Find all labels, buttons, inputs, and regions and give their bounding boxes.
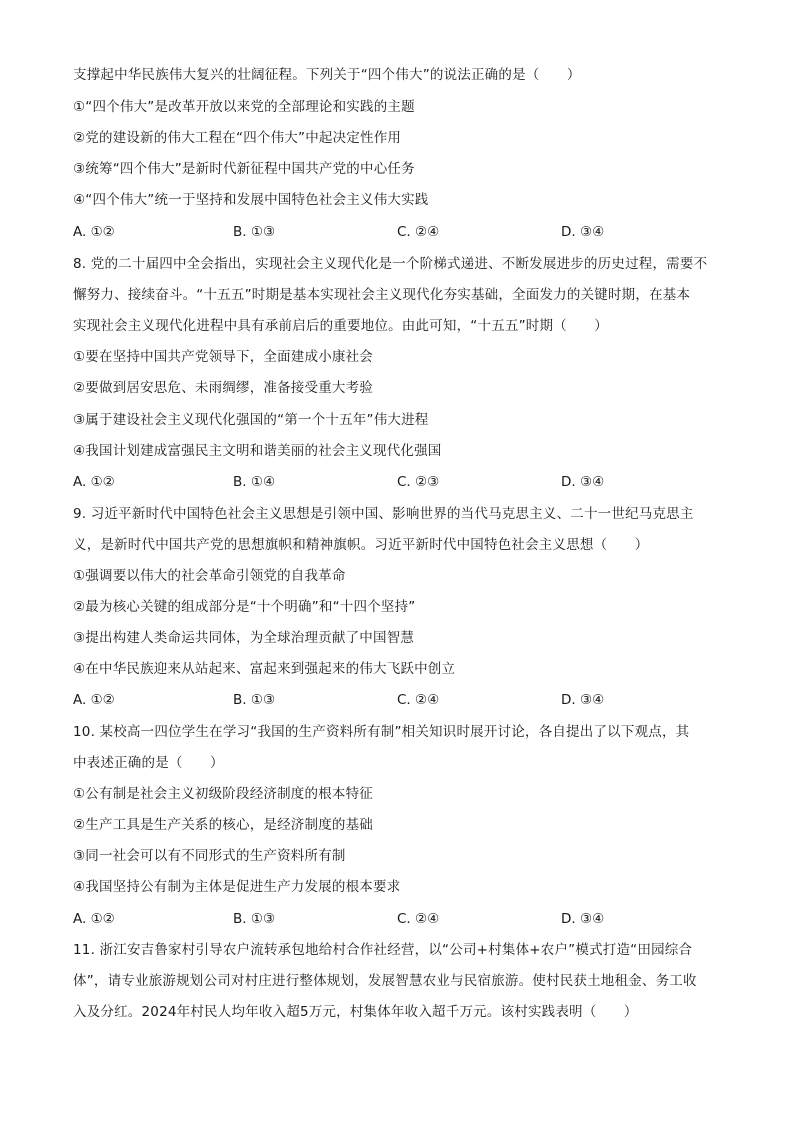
question-8-statement-3: ③属于建设社会主义现代化强国的“第一个十五年”伟大进程 bbox=[73, 412, 429, 428]
question-7-statement-1: ①“四个伟大”是改革开放以来党的全部理论和实践的主题 bbox=[73, 99, 415, 115]
option-c: C. ②③ bbox=[397, 474, 440, 490]
question-9-statement-2: ②最为核心关键的组成部分是“十个明确”和“十四个坚持” bbox=[73, 599, 416, 615]
option-a: A. ①② bbox=[73, 692, 115, 708]
question-7-stem: 支撑起中华民族伟大复兴的壮阔征程。下列关于“四个伟大”的说法正确的是（ ） bbox=[73, 67, 581, 83]
question-10-statement-4: ④我国坚持公有制为主体是促进生产力发展的根本要求 bbox=[73, 879, 401, 895]
option-c: C. ②④ bbox=[397, 224, 440, 240]
question-7-statement-4: ④“四个伟大”统一于坚持和发展中国特色社会主义伟大实践 bbox=[73, 192, 429, 208]
question-11-stem-line-1: 11. 浙江安吉鲁家村引导农户流转承包地给村合作社经营，以“公司+村集体+农户”模式打造“田园综合 bbox=[73, 942, 693, 958]
question-11-stem-line-2: 体”，请专业旅游规划公司对村庄进行整体规划，发展智慧农业与民宿旅游。使村民获土地租金、务工收 bbox=[73, 973, 697, 989]
question-11-stem-line-3: 入及分红。2024年村民人均年收入超5万元，村集体年收入超千万元。该村实践表明（ ） bbox=[73, 1004, 638, 1020]
option-a: A. ①② bbox=[73, 911, 115, 927]
question-10-stem-line-1: 10. 某校高一四位学生在学习“我国的生产资料所有制”相关知识时展开讨论，各自提出了以下观点，其 bbox=[73, 724, 690, 740]
question-8-statement-1: ①要在坚持中国共产党领导下，全面建成小康社会 bbox=[73, 349, 374, 365]
question-8-stem-line-1: 8. 党的二十届四中全会指出，实现社会主义现代化是一个阶梯式递进、不断发展进步的历史过程，需要不 bbox=[73, 256, 708, 272]
question-7-statement-2: ②党的建设新的伟大工程在“四个伟大”中起决定性作用 bbox=[73, 130, 402, 146]
question-7-options bbox=[73, 223, 733, 241]
question-9-stem-line-1: 9. 习近平新时代中国特色社会主义思想是引领中国、影响世界的当代马克思主义、二十一世纪马克思主 bbox=[73, 506, 694, 522]
option-d: D. ③④ bbox=[561, 224, 605, 240]
question-7-statement-3: ③统筹“四个伟大”是新时代新征程中国共产党的中心任务 bbox=[73, 161, 415, 177]
option-b: B. ①③ bbox=[233, 692, 276, 708]
option-a: A. ①② bbox=[73, 224, 115, 240]
question-9-statement-1: ①强调要以伟大的社会革命引领党的自我革命 bbox=[73, 568, 346, 584]
question-10-stem-line-2: 中表述正确的是（ ） bbox=[73, 755, 224, 771]
question-8-stem-line-3: 实现社会主义现代化进程中具有承前启后的重要地位。由此可知，“十五五”时期（ ） bbox=[73, 318, 608, 334]
question-9-statement-3: ③提出构建人类命运共同体，为全球治理贡献了中国智慧 bbox=[73, 630, 415, 646]
option-c: C. ②④ bbox=[397, 692, 440, 708]
question-8-statement-2: ②要做到居安思危、未雨绸缪，准备接受重大考验 bbox=[73, 380, 374, 396]
option-d: D. ③④ bbox=[561, 474, 605, 490]
question-10-statement-1: ①公有制是社会主义初级阶段经济制度的根本特征 bbox=[73, 786, 374, 802]
question-9-stem-line-2: 义，是新时代中国共产党的思想旗帜和精神旗帜。习近平新时代中国特色社会主义思想（ ） bbox=[73, 537, 649, 553]
question-8-statement-4: ④我国计划建成富强民主文明和谐美丽的社会主义现代化强国 bbox=[73, 443, 442, 459]
option-d: D. ③④ bbox=[561, 911, 605, 927]
option-b: B. ①③ bbox=[233, 224, 276, 240]
question-10-statement-2: ②生产工具是生产关系的核心，是经济制度的基础 bbox=[73, 817, 374, 833]
question-9-options bbox=[73, 691, 733, 709]
question-10-options bbox=[73, 910, 733, 928]
option-d: D. ③④ bbox=[561, 692, 605, 708]
option-c: C. ②④ bbox=[397, 911, 440, 927]
option-a: A. ①② bbox=[73, 474, 115, 490]
question-9-statement-4: ④在中华民族迎来从站起来、富起来到强起来的伟大飞跃中创立 bbox=[73, 661, 456, 677]
question-10-statement-3: ③同一社会可以有不同形式的生产资料所有制 bbox=[73, 848, 346, 864]
question-8-options bbox=[73, 473, 733, 491]
option-b: B. ①③ bbox=[233, 911, 276, 927]
question-8-stem-line-2: 懈努力、接续奋斗。“十五五”时期是基本实现社会主义现代化夯实基础，全面发力的关键时期，在基本 bbox=[73, 287, 691, 303]
option-b: B. ①④ bbox=[233, 474, 276, 490]
